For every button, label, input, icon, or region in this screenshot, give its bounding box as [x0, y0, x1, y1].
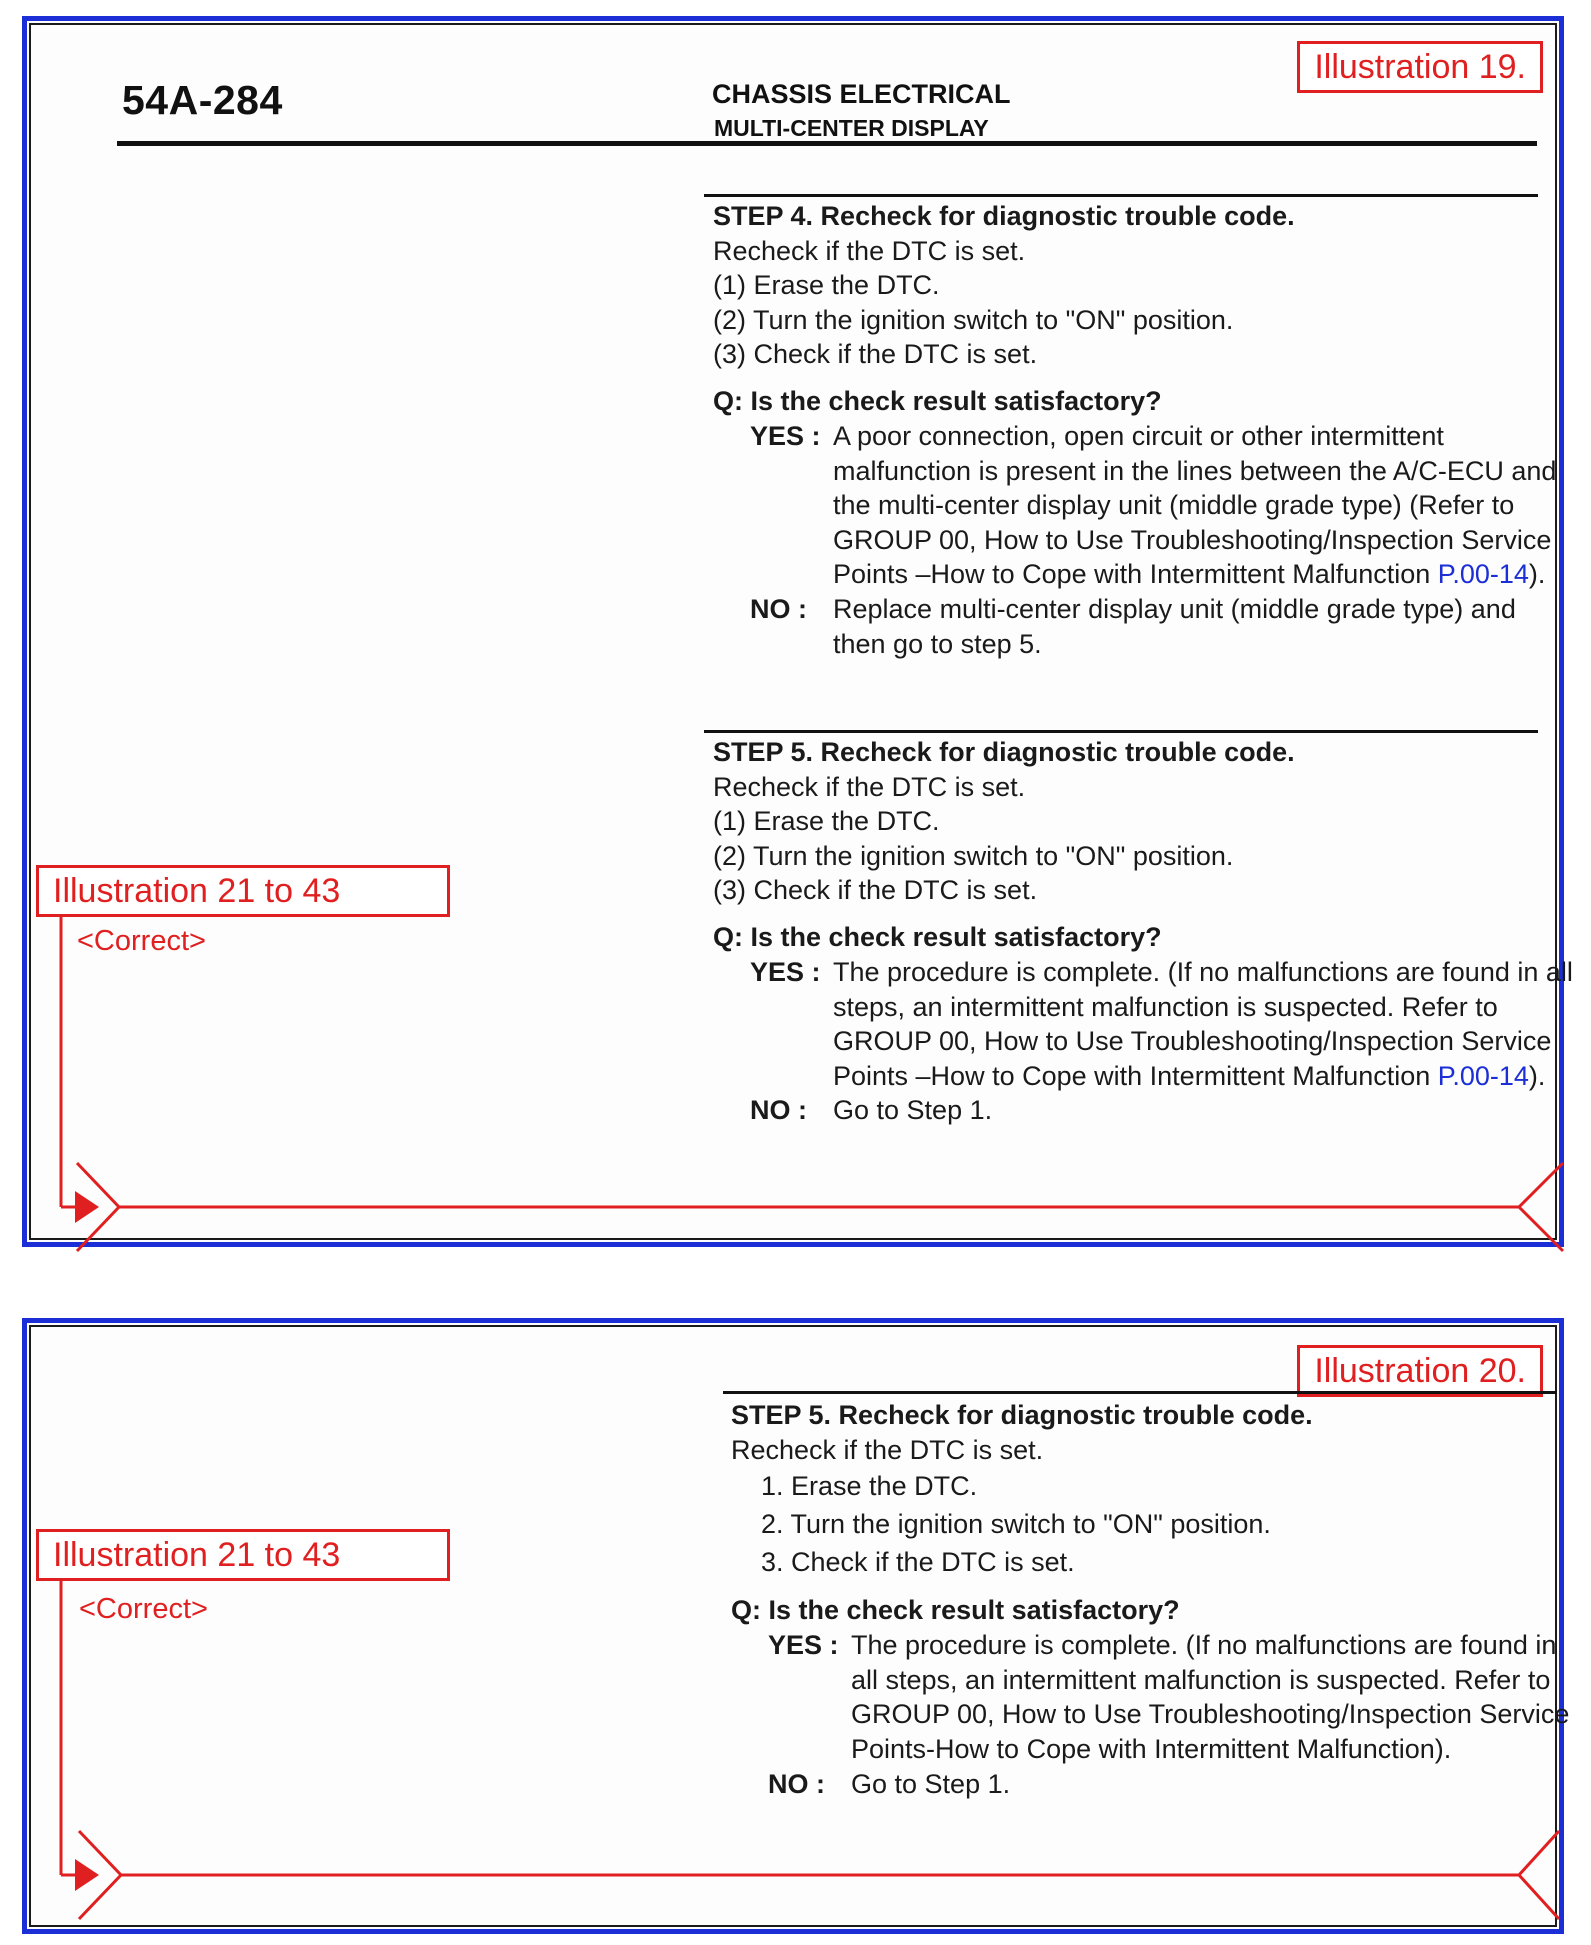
- illustration-20-panel: [22, 1318, 1570, 1934]
- flow-connector: [27, 1323, 1559, 1929]
- step-4-no-text: Replace multi-center display unit (middle grade type) and then go to step 5.: [833, 593, 1516, 659]
- step-5-item-3: 3. Check if the DTC is set.: [761, 1547, 1075, 1578]
- illustration-19-panel: [22, 16, 1573, 1247]
- step-5-question: Q: Is the check result satisfactory?: [713, 921, 1162, 952]
- step-4-item-3: (3) Check if the DTC is set.: [713, 339, 1038, 370]
- step-5-item-3: (3) Check if the DTC is set.: [713, 875, 1038, 906]
- step-4-intro: Recheck if the DTC is set.: [713, 235, 1026, 266]
- chevron-left-icon: [1519, 1163, 1563, 1251]
- step-5-page-link[interactable]: P.00-14: [1437, 1060, 1529, 1091]
- chevron-left-icon: [1519, 1831, 1559, 1919]
- correct-tag: <Correct>: [77, 925, 206, 957]
- step-5-intro: Recheck if the DTC is set.: [731, 1434, 1044, 1465]
- step-5-no-label: NO :: [768, 1768, 825, 1799]
- chapter-title: CHASSIS ELECTRICAL: [712, 79, 1011, 109]
- step-5-yes-text: The procedure is complete. (If no malfunctions are found in all steps, an intermittent malfunction is suspected. Refer to GROUP 00, How to Use Troubleshooting/Inspection Service Points-How to Cope with Intermittent Malfunction).: [851, 1630, 1570, 1764]
- step-5-yes-label: YES :: [768, 1630, 839, 1661]
- step-4-page-link[interactable]: P.00-14: [1437, 559, 1529, 590]
- arrow-right-icon: [75, 1859, 99, 1891]
- step-5-yes-label: YES :: [750, 956, 821, 987]
- page-number: 54A-284: [122, 77, 283, 123]
- illustration-range-tag: Illustration 21 to 43: [36, 1529, 450, 1581]
- step-4-question: Q: Is the check result satisfactory?: [713, 385, 1162, 416]
- step-5-no-label: NO :: [750, 1095, 807, 1126]
- section-title: MULTI-CENTER DISPLAY: [714, 115, 989, 141]
- step-4-no-label: NO :: [750, 593, 807, 624]
- step-5-item-1: (1) Erase the DTC.: [713, 806, 940, 837]
- arrow-right-icon: [75, 1191, 99, 1223]
- step-5-item-1: 1. Erase the DTC.: [761, 1471, 978, 1502]
- step-5-item-2: 2. Turn the ignition switch to "ON" position.: [761, 1509, 1271, 1540]
- step-4-yes-tail: ).: [1528, 559, 1546, 590]
- step-4-heading: STEP 4. Recheck for diagnostic trouble code.: [713, 201, 1295, 231]
- step-5-yes-body: The procedure is complete. (If no malfunctions are found in all steps, an intermittent malfunction is suspected. Refer to GROUP 00, How to Use Troubleshooting/Inspection Service Points –How to Cope with Intermittent Malfunction: [833, 956, 1573, 1091]
- step-5-question: Q: Is the check result satisfactory?: [731, 1595, 1180, 1626]
- step-5-no-text: Go to Step 1.: [833, 1095, 993, 1126]
- illustration-range-tag: Illustration 21 to 43: [36, 865, 450, 917]
- step-5-heading: STEP 5. Recheck for diagnostic trouble code.: [713, 737, 1295, 767]
- step-5-item-2: (2) Turn the ignition switch to "ON" position.: [713, 840, 1234, 871]
- step-5-heading: STEP 5. Recheck for diagnostic trouble code.: [731, 1400, 1313, 1430]
- step-4-item-2: (2) Turn the ignition switch to "ON" position.: [713, 304, 1234, 335]
- step-4-yes-label: YES :: [750, 420, 821, 451]
- step-4-yes-body: A poor connection, open circuit or other intermittent malfunction is present in the lines between the A/C-ECU and the multi-center display unit (middle grade type) (Refer to GROUP 00, How to Use Troubleshooting/Inspection Service Points –How to Cope with Intermittent Malfunction: [833, 420, 1557, 590]
- step-5-intro: Recheck if the DTC is set.: [713, 771, 1026, 802]
- step-5-no-text: Go to Step 1.: [851, 1768, 1011, 1799]
- step-5-yes-tail: ).: [1528, 1060, 1546, 1091]
- correct-tag: <Correct>: [79, 1593, 208, 1625]
- illustration-20-tag: Illustration 20.: [1297, 1345, 1543, 1397]
- step-4-item-1: (1) Erase the DTC.: [713, 270, 940, 301]
- flow-connector: [27, 21, 1559, 1242]
- illustration-19-tag: Illustration 19.: [1297, 41, 1543, 93]
